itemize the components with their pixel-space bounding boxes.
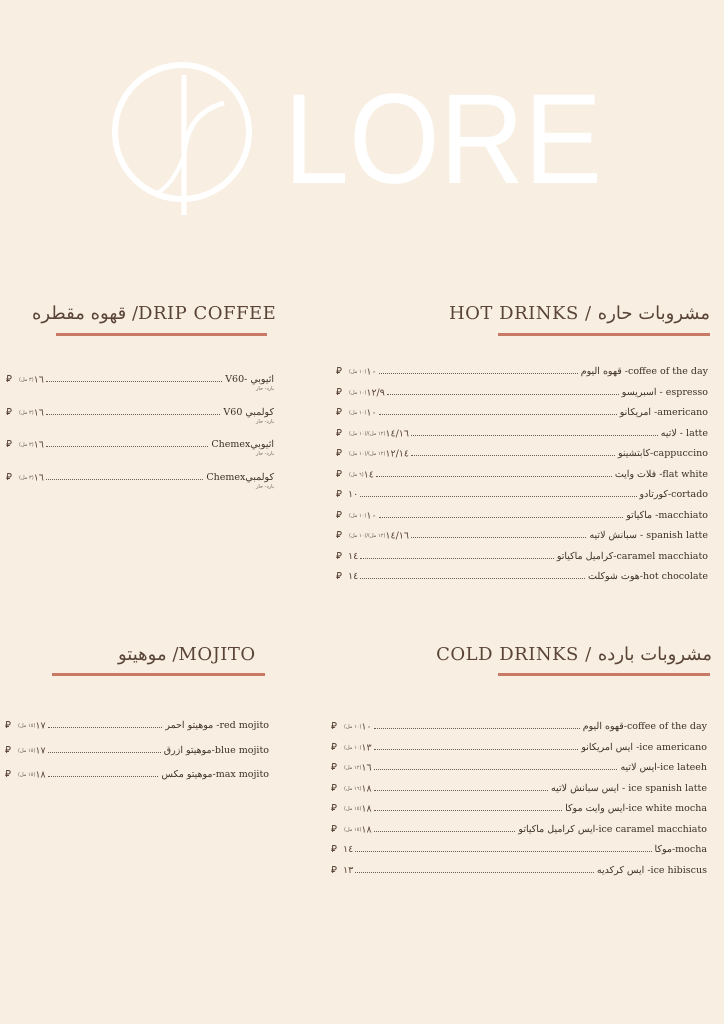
item-name: ماكياتو -macchiato — [625, 508, 708, 524]
item-name: كورتادو-cortado — [639, 487, 708, 503]
menu-item — [331, 801, 707, 817]
item-name: قهوه اليوم -coffee of the day — [580, 364, 708, 380]
price-value: ١٨ — [35, 769, 46, 781]
item-name: كابتشينو-cappuccino — [617, 446, 708, 462]
riyal-currency-icon: ⃁ — [331, 762, 337, 773]
dot-leader — [46, 414, 220, 415]
size-note: (١٢ مل) — [344, 765, 362, 771]
menu-item — [336, 487, 708, 503]
item-price — [343, 801, 372, 818]
price-value: ١٦ — [33, 439, 44, 451]
riyal-currency-icon: ⃁ — [331, 782, 337, 794]
price-value: ١٠ — [366, 407, 377, 419]
size-note: (١٥ مل) — [344, 826, 362, 833]
size-note: (١٢ مل)/(١٠ مل) — [349, 451, 386, 457]
size-note: (٣ مل) — [19, 442, 34, 448]
riyal-currency-icon: ⃁ — [336, 530, 342, 541]
riyal-currency-icon: ⃁ — [336, 386, 342, 398]
price-value: ١٤/١٦ — [385, 428, 409, 439]
menu-item — [6, 437, 274, 457]
item-price — [343, 781, 372, 798]
menu-item — [6, 372, 274, 392]
dot-leader — [374, 831, 515, 832]
item-name: قهوه اليوم-coffee of the day — [582, 719, 707, 735]
menu-item — [5, 767, 269, 783]
menu-item — [6, 470, 274, 490]
menu-item — [336, 549, 708, 565]
item-name: موهيتو احمر -red mojito — [164, 718, 269, 734]
dot-leader — [411, 455, 615, 456]
menu-item — [336, 364, 708, 380]
item-price — [18, 437, 44, 454]
menu-item — [331, 719, 707, 735]
item-name: سبانش لاتيه - spanish latte — [588, 528, 708, 544]
serving-option: بارد- حار — [256, 451, 274, 457]
size-note: (١٠ مل) — [349, 369, 367, 375]
price-value: ١٤/١٦ — [385, 530, 409, 542]
dot-leader — [374, 810, 562, 811]
menu-item — [5, 718, 269, 734]
menu-item — [336, 508, 708, 524]
dot-leader — [379, 414, 617, 415]
size-note: (١٥ مل) — [18, 747, 36, 754]
menu-item — [331, 781, 707, 797]
size-note: (١٠ مل) — [349, 410, 367, 416]
dot-leader — [374, 728, 580, 729]
riyal-currency-icon: ⃁ — [6, 439, 12, 450]
price-value: ١٨ — [361, 803, 372, 815]
brand-wordmark: LORE — [284, 68, 602, 211]
item-name: ايس كركديه -ice hibiscus — [596, 863, 707, 879]
menu-item — [336, 385, 708, 401]
price-value: ١٢/١٤ — [385, 448, 409, 460]
item-price — [343, 863, 353, 879]
riyal-currency-icon: ⃁ — [6, 374, 12, 385]
dot-leader — [379, 373, 578, 374]
price-value: ١٧ — [35, 745, 46, 756]
menu-item — [336, 467, 708, 483]
size-note: (١٥ مل) — [344, 806, 362, 812]
size-note: (١٠ مل) — [344, 724, 362, 730]
dot-leader — [360, 496, 637, 497]
item-name: Chemexكولمبي — [205, 470, 274, 486]
item-price — [343, 760, 372, 777]
item-price — [343, 842, 353, 858]
item-name: هوت شوكلت-hot chocolate — [587, 569, 708, 585]
dot-leader — [374, 790, 548, 791]
item-name: ايس وايت موكا-ice white mocha — [564, 801, 707, 817]
price-value: ١٤ — [348, 550, 359, 562]
price-value: ١٣ — [361, 742, 372, 753]
item-price — [348, 364, 377, 381]
price-value: ١٠ — [348, 489, 359, 500]
item-price — [18, 470, 44, 487]
item-name: ايس كراميل ماكياتو-ice caramel macchiato — [517, 822, 707, 838]
riyal-currency-icon: ⃁ — [5, 769, 11, 780]
riyal-currency-icon: ⃁ — [331, 721, 337, 732]
price-value: ١٧ — [35, 720, 46, 732]
price-value: ١٤ — [348, 571, 359, 582]
price-value: ١٦ — [33, 407, 44, 418]
item-name: ايس امريكانو -ice americano — [580, 740, 707, 756]
menu-item — [331, 842, 707, 858]
item-price — [348, 405, 377, 422]
dot-leader — [48, 727, 162, 728]
riyal-currency-icon: ⃁ — [336, 571, 342, 582]
item-price — [18, 405, 44, 422]
size-note: (٣ مل) — [19, 377, 34, 383]
riyal-currency-icon: ⃁ — [6, 471, 12, 483]
riyal-currency-icon: ⃁ — [336, 407, 342, 418]
riyal-currency-icon: ⃁ — [331, 803, 337, 814]
mojito-heading: موهيتو /MOJITO — [118, 644, 256, 665]
item-price — [348, 508, 377, 525]
dot-leader — [411, 537, 586, 538]
price-value: ١٤ — [343, 844, 354, 855]
price-value: ١٨ — [361, 783, 372, 794]
item-price — [17, 718, 46, 735]
price-value: ١٦ — [33, 472, 44, 483]
hot-drinks-heading: HOT DRINKS / مشروبات حاره — [448, 303, 710, 324]
menu-item — [336, 528, 708, 544]
size-note: (١٥ مل) — [18, 723, 36, 729]
menu-item — [5, 743, 269, 759]
menu-item — [336, 569, 708, 585]
item-price — [348, 385, 385, 402]
item-price — [348, 487, 358, 503]
price-value: ١٣ — [343, 864, 354, 876]
item-price — [348, 528, 409, 545]
size-note: (٣ مل) — [19, 474, 34, 481]
riyal-currency-icon: ⃁ — [331, 823, 337, 835]
item-price — [18, 372, 44, 389]
item-price — [348, 549, 358, 565]
size-note: (١٢ مل)/(١٠ مل) — [349, 533, 386, 539]
menu-item — [336, 426, 708, 442]
price-value: ١٦ — [361, 762, 372, 774]
item-price — [343, 719, 372, 736]
item-name: Chemexاثيوبي — [210, 437, 274, 453]
dot-leader — [355, 851, 652, 852]
item-name: موهيتو ازرق-blue mojito — [163, 743, 269, 759]
menu-item — [336, 405, 708, 421]
dot-leader — [360, 578, 585, 579]
item-price — [17, 767, 46, 784]
dot-leader — [374, 769, 617, 770]
riyal-currency-icon: ⃁ — [331, 741, 337, 753]
cold-drinks-heading: COLD DRINKS / مشروبات بارده — [436, 644, 712, 665]
brand-logo — [112, 55, 612, 220]
dot-leader — [46, 381, 222, 382]
item-price — [348, 467, 374, 484]
dot-leader — [355, 872, 594, 873]
item-price — [17, 743, 46, 760]
price-value: ١٤ — [363, 469, 374, 480]
dot-leader — [46, 479, 203, 480]
riyal-currency-icon: ⃁ — [336, 550, 342, 562]
menu-item — [6, 405, 274, 425]
price-value: ١٢/٩ — [366, 387, 385, 398]
menu-item — [331, 822, 707, 838]
menu-item — [331, 740, 707, 756]
size-note: (٦ مل) — [349, 471, 364, 478]
dot-leader — [379, 517, 623, 518]
price-value: ١٠ — [361, 721, 372, 733]
cold-drinks-rule — [498, 673, 710, 676]
size-note: (٣ مل) — [19, 409, 34, 416]
price-value: ١٠ — [366, 366, 377, 378]
dot-leader — [48, 752, 161, 753]
menu-item — [331, 863, 707, 879]
item-name: V60 كولمبي — [222, 405, 274, 421]
riyal-currency-icon: ⃁ — [336, 366, 342, 377]
item-price — [348, 446, 409, 463]
item-name: موهيتو مكس-max mojito — [160, 767, 269, 783]
item-name: موكا-mocha — [654, 842, 707, 858]
price-value: ١٠ — [366, 510, 377, 521]
size-note: (١٠ مل) — [349, 512, 367, 519]
riyal-currency-icon: ⃁ — [6, 406, 12, 418]
hot-drinks-rule — [498, 333, 710, 336]
item-name: فلات وايت -flat white — [614, 467, 708, 483]
dot-leader — [48, 776, 158, 777]
riyal-currency-icon: ⃁ — [336, 468, 342, 480]
item-name: ايس لاتيه-ice lateeh — [619, 760, 707, 776]
riyal-currency-icon: ⃁ — [5, 744, 11, 756]
dot-leader — [376, 476, 612, 477]
serving-option: بارد- حار — [256, 418, 274, 425]
item-name: لاتيه - latte — [660, 426, 708, 442]
menu-item — [336, 446, 708, 462]
item-name: ايس سبانش لاتيه - ice spanish latte — [550, 781, 707, 797]
drip-coffee-rule — [56, 333, 267, 336]
size-note: (١٦ مل) — [344, 785, 362, 792]
price-value: ١٦ — [33, 374, 44, 386]
dot-leader — [387, 394, 619, 395]
size-note: (١٠ مل) — [349, 389, 367, 396]
item-price — [343, 822, 372, 839]
item-name: كراميل ماكياتو-caramel macchiato — [556, 549, 708, 565]
menu-item — [331, 760, 707, 776]
dot-leader — [411, 435, 658, 436]
riyal-currency-icon: ⃁ — [5, 720, 11, 731]
serving-option: بارد- حار — [256, 483, 274, 490]
item-name: امريكانو -americano — [619, 405, 708, 421]
dot-leader — [46, 446, 208, 447]
item-price — [343, 740, 372, 757]
size-note: (١٥ مل) — [18, 772, 36, 778]
dot-leader — [360, 558, 554, 559]
drip-coffee-heading: قهوه مقطره /DRIP COFFEE — [32, 303, 277, 324]
price-value: ١٨ — [361, 824, 372, 835]
size-note: (١٢ مل)/(١٠ مل) — [349, 430, 386, 437]
item-price — [348, 426, 409, 443]
dot-leader — [374, 749, 578, 750]
size-note: (١٠ مل) — [344, 744, 362, 751]
mojito-rule — [52, 673, 265, 676]
riyal-currency-icon: ⃁ — [336, 489, 342, 500]
item-name: اسبريسو - espresso — [621, 385, 708, 401]
riyal-currency-icon: ⃁ — [336, 448, 342, 459]
riyal-currency-icon: ⃁ — [336, 509, 342, 521]
item-price — [348, 569, 358, 585]
riyal-currency-icon: ⃁ — [331, 864, 337, 876]
serving-option: بارد- حار — [256, 386, 274, 392]
riyal-currency-icon: ⃁ — [336, 427, 342, 439]
riyal-currency-icon: ⃁ — [331, 844, 337, 855]
item-name: V60- اثيوبي — [224, 372, 274, 388]
